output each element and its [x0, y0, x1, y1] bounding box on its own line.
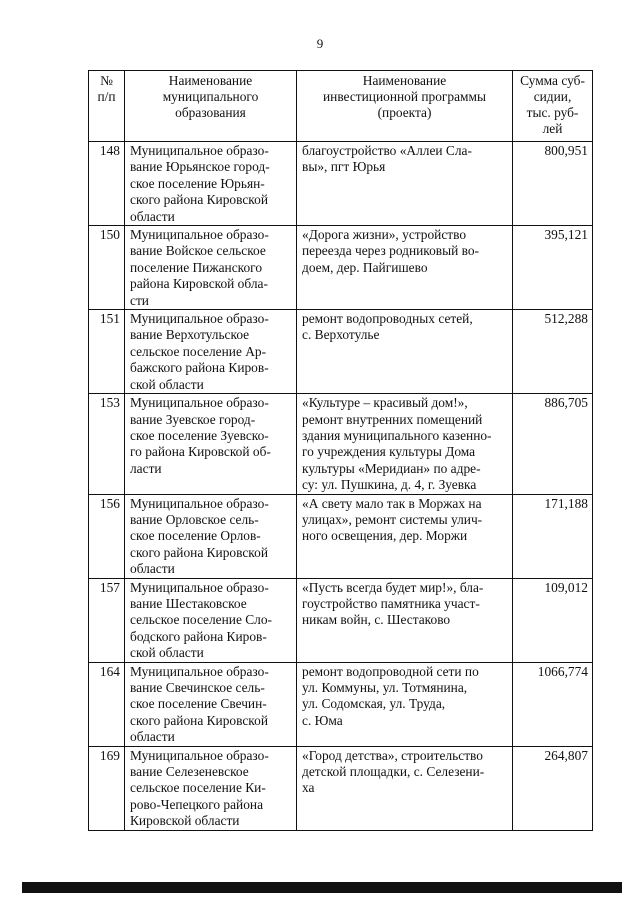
- text-line: гоустройство памятника участ-: [302, 595, 480, 611]
- municipality-cell: [125, 746, 297, 830]
- text-line: ул. Содомская, ул. Труда,: [302, 696, 446, 712]
- bottom-scan-edge: [22, 882, 622, 893]
- text-line: тыс. руб-: [526, 105, 579, 120]
- row-number: 164: [89, 662, 125, 746]
- subsidy-sum-cell: 264,807: [513, 746, 593, 830]
- text-line: Муниципальное образо-: [130, 747, 269, 763]
- text-line: области: [130, 208, 175, 224]
- text-line: ское поселение Орлов-: [130, 528, 261, 544]
- text-line: «А свету мало так в Моржах на: [302, 495, 482, 511]
- table-row: [89, 310, 593, 394]
- text-line: ремонт водопроводной сети по: [302, 663, 479, 679]
- text-line: «Дорога жизни», устройство: [302, 227, 467, 243]
- text-line: детской площадки, с. Селезени-: [302, 764, 485, 780]
- text-line: ского района Кировской: [130, 712, 268, 728]
- text-line: Муниципальное образо-: [130, 579, 269, 595]
- text-line: поселение Пижанского: [130, 259, 263, 275]
- header-num: [89, 71, 125, 142]
- text-line: го района Кировской об-: [130, 444, 271, 460]
- text-line: «Город детства», строительство: [302, 747, 483, 763]
- text-line: Наименование: [362, 73, 447, 88]
- municipality-cell: [125, 394, 297, 494]
- text-line: вание Верхотульское: [130, 327, 250, 343]
- text-line: ремонт внутренних помещений: [302, 411, 483, 427]
- page-number: 9: [316, 36, 324, 51]
- text-line: су: ул. Пушкина, д. 4, г. Зуевка: [302, 477, 477, 493]
- text-line: улицах», ремонт системы улич-: [302, 511, 483, 527]
- text-line: го учреждения культуры Дома: [302, 444, 476, 460]
- program-cell: [297, 578, 513, 662]
- text-line: ха: [302, 780, 315, 796]
- text-line: образования: [175, 105, 246, 120]
- text-line: вы», пгт Юрья: [302, 159, 386, 175]
- text-line: Сумма суб-: [520, 73, 585, 88]
- subsidy-sum-cell: 512,288: [513, 310, 593, 394]
- text-line: ское поселение Зуевско-: [130, 427, 269, 443]
- text-line: муниципального: [162, 89, 259, 104]
- header-program: [297, 71, 513, 142]
- text-line: лей: [542, 121, 563, 136]
- text-line: ского района Кировской: [130, 544, 268, 560]
- text-line: никам войн, с. Шестаково: [302, 612, 451, 628]
- table-row: [89, 746, 593, 830]
- row-number: 153: [89, 394, 125, 494]
- text-line: переезда через родниковый во-: [302, 243, 480, 259]
- table-row: [89, 226, 593, 310]
- text-line: ного освещения, дер. Моржи: [302, 528, 468, 544]
- text-line: Муниципальное образо-: [130, 311, 269, 327]
- municipality-cell: [125, 226, 297, 310]
- text-line: инвестиционной программы: [322, 89, 486, 104]
- row-number: 148: [89, 142, 125, 226]
- municipality-cell: [125, 310, 297, 394]
- text-line: здания муниципального казенно-: [302, 427, 492, 443]
- text-line: бажского района Киров-: [130, 360, 269, 376]
- text-line: сти: [130, 292, 149, 308]
- text-line: ское поселение Свечин-: [130, 696, 267, 712]
- table-row: [89, 494, 593, 578]
- text-line: района Кировской обла-: [130, 276, 268, 292]
- table-row: [89, 578, 593, 662]
- program-cell: [297, 142, 513, 226]
- subsidy-sum-cell: 1066,774: [513, 662, 593, 746]
- text-line: области: [130, 561, 175, 577]
- text-line: вание Свечинское сель-: [130, 680, 265, 695]
- header-municipality: [125, 71, 297, 142]
- municipality-cell: [125, 578, 297, 662]
- text-line: ласти: [130, 460, 162, 476]
- text-line: с. Верхотулье: [302, 327, 380, 343]
- text-line: сельское поселение Ки-: [130, 780, 266, 796]
- text-line: Муниципальное образо-: [130, 143, 269, 158]
- table-row: [89, 142, 593, 226]
- text-line: доем, дер. Пайгишево: [302, 259, 428, 275]
- text-line: рово-Чепецкого района: [130, 796, 264, 812]
- municipality-cell: [125, 494, 297, 578]
- table-body: [89, 142, 593, 831]
- text-line: «Культуре – красивый дом!»,: [302, 395, 468, 411]
- text-line: сидии,: [533, 89, 572, 104]
- municipality-cell: [125, 662, 297, 746]
- text-line: вание Зуевское город-: [130, 411, 256, 427]
- program-cell: [297, 394, 513, 494]
- text-line: вание Орловское сель-: [130, 511, 259, 527]
- subsidy-sum-cell: 171,188: [513, 494, 593, 578]
- text-line: №: [100, 73, 113, 88]
- table-row: [89, 662, 593, 746]
- text-line: культуры «Меридиан» по адре-: [302, 460, 481, 476]
- text-line: сельское поселение Ар-: [130, 343, 267, 359]
- table-row: [89, 394, 593, 494]
- text-line: ского района Кировской: [130, 192, 268, 208]
- text-line: благоустройство «Аллеи Сла-: [302, 143, 472, 158]
- subsidy-table: [88, 70, 593, 831]
- subsidy-sum-cell: 886,705: [513, 394, 593, 494]
- municipality-cell: [125, 142, 297, 226]
- row-number: 150: [89, 226, 125, 310]
- text-line: ул. Коммуны, ул. Тотмянина,: [302, 680, 468, 695]
- row-number: 151: [89, 310, 125, 394]
- text-line: области: [130, 729, 175, 745]
- text-line: п/п: [97, 89, 116, 104]
- subsidy-sum-cell: 395,121: [513, 226, 593, 310]
- program-cell: [297, 226, 513, 310]
- header-sum: [513, 71, 593, 142]
- text-line: Муниципальное образо-: [130, 395, 269, 411]
- program-cell: [297, 494, 513, 578]
- text-line: ское поселение Юрьян-: [130, 175, 265, 191]
- text-line: вание Селезеневское: [130, 764, 249, 780]
- text-line: (проекта): [377, 105, 432, 120]
- text-line: вание Юрьянское город-: [130, 159, 270, 175]
- row-number: 156: [89, 494, 125, 578]
- text-line: бодского района Киров-: [130, 628, 267, 644]
- text-line: ской области: [130, 645, 204, 661]
- program-cell: [297, 310, 513, 394]
- text-line: с. Юма: [302, 712, 343, 728]
- program-cell: [297, 662, 513, 746]
- text-line: Муниципальное образо-: [130, 227, 269, 243]
- text-line: Муниципальное образо-: [130, 495, 269, 511]
- text-line: Кировской области: [130, 813, 240, 829]
- text-line: ремонт водопроводных сетей,: [302, 311, 473, 327]
- row-number: 157: [89, 578, 125, 662]
- text-line: ской области: [130, 376, 204, 392]
- text-line: «Пусть всегда будет мир!», бла-: [302, 579, 484, 595]
- program-cell: [297, 746, 513, 830]
- text-line: Муниципальное образо-: [130, 663, 269, 679]
- text-line: вание Войское сельское: [130, 243, 266, 259]
- subsidy-sum-cell: 800,951: [513, 142, 593, 226]
- text-line: сельское поселение Сло-: [130, 612, 273, 628]
- text-line: вание Шестаковское: [130, 595, 247, 611]
- subsidy-sum-cell: 109,012: [513, 578, 593, 662]
- row-number: 169: [89, 746, 125, 830]
- text-line: Наименование: [168, 73, 253, 88]
- table-header-row: [89, 71, 593, 142]
